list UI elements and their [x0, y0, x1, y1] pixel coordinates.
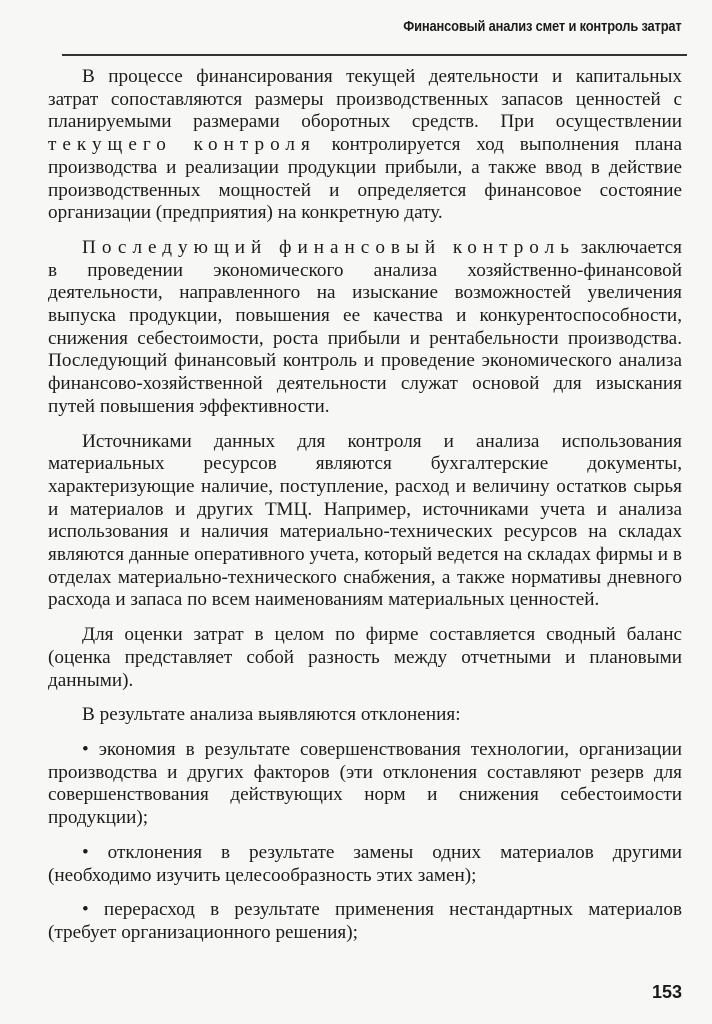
paragraph-text: контролируется ход выполнения плана производства и реализации продукции прибыли, а также ввод в действие производственных мощностей и определяется финансовое состояние организации (предприятия) на конкретную дату. [48, 134, 682, 224]
page-number: 153 [651, 982, 682, 1002]
paragraph-text: В процессе финансирования текущей деятельности и капитальных затрат сопоставляются размеры производственных запасов ценностей с планируемыми размерами оборотных средств. При осуществлении [48, 66, 682, 133]
body-text [48, 66, 682, 957]
paragraph-data-sources: Источниками данных для контроля и анализа использования материальных ресурсов являются бухгалтерские документы, характеризующие наличие, поступление, расход и величину остатков сырья и материалов и других ТМЦ. Например, источниками учета и анализа использования и наличия материально-технических ресурсов на складах являются данные оперативного учета, который ведется на складах фирмы и в отделах материально-технического снабжения, а также нормативы дневного расхода и запаса по всем наименованиям материальных ценностей. [48, 430, 682, 611]
header-rule [62, 54, 687, 56]
paragraph-current-control [48, 66, 682, 225]
paragraph-text: заключается в проведении экономического анализа хозяйственно-финансовой деятельности, направленного на изыскание возможностей увеличения выпуска продукции, повышения ее качества и конкурентоспособности, снижения себестоимости, роста прибыли и рентабельности производства. Последующий финансовый контроль и проведение экономического анализа финансово-хозяйственной деятельности служат основой для изыскания путей повышения эффективности. [48, 236, 682, 417]
list-item: • перерасход в результате применения нестандартных материалов (требует организационного решения); [48, 899, 682, 943]
emphasized-term: Последующий финансовый контроль [82, 236, 575, 258]
list-item: • экономия в результате совершенствования технологии, организации производства и других факторов (эти отклонения составляют резерв для совершенствования действующих норм и снижения себестоимости продукции); [48, 738, 682, 829]
running-head: Финансовый анализ смет и контроль затрат [403, 18, 682, 35]
paragraph-subsequent-control [48, 237, 682, 419]
paragraph-summary-balance: Для оценки затрат в целом по фирме составляется сводный баланс (оценка представляет собой разность между отчетными и плановыми данными). [48, 624, 682, 691]
emphasized-term: текущего контроля [48, 134, 316, 156]
paragraph-deviations-intro: В результате анализа выявляются отклонения: [82, 704, 461, 726]
list-item: • отклонения в результате замены одних материалов другими (необходимо изучить целесообразность этих замен); [48, 841, 682, 886]
